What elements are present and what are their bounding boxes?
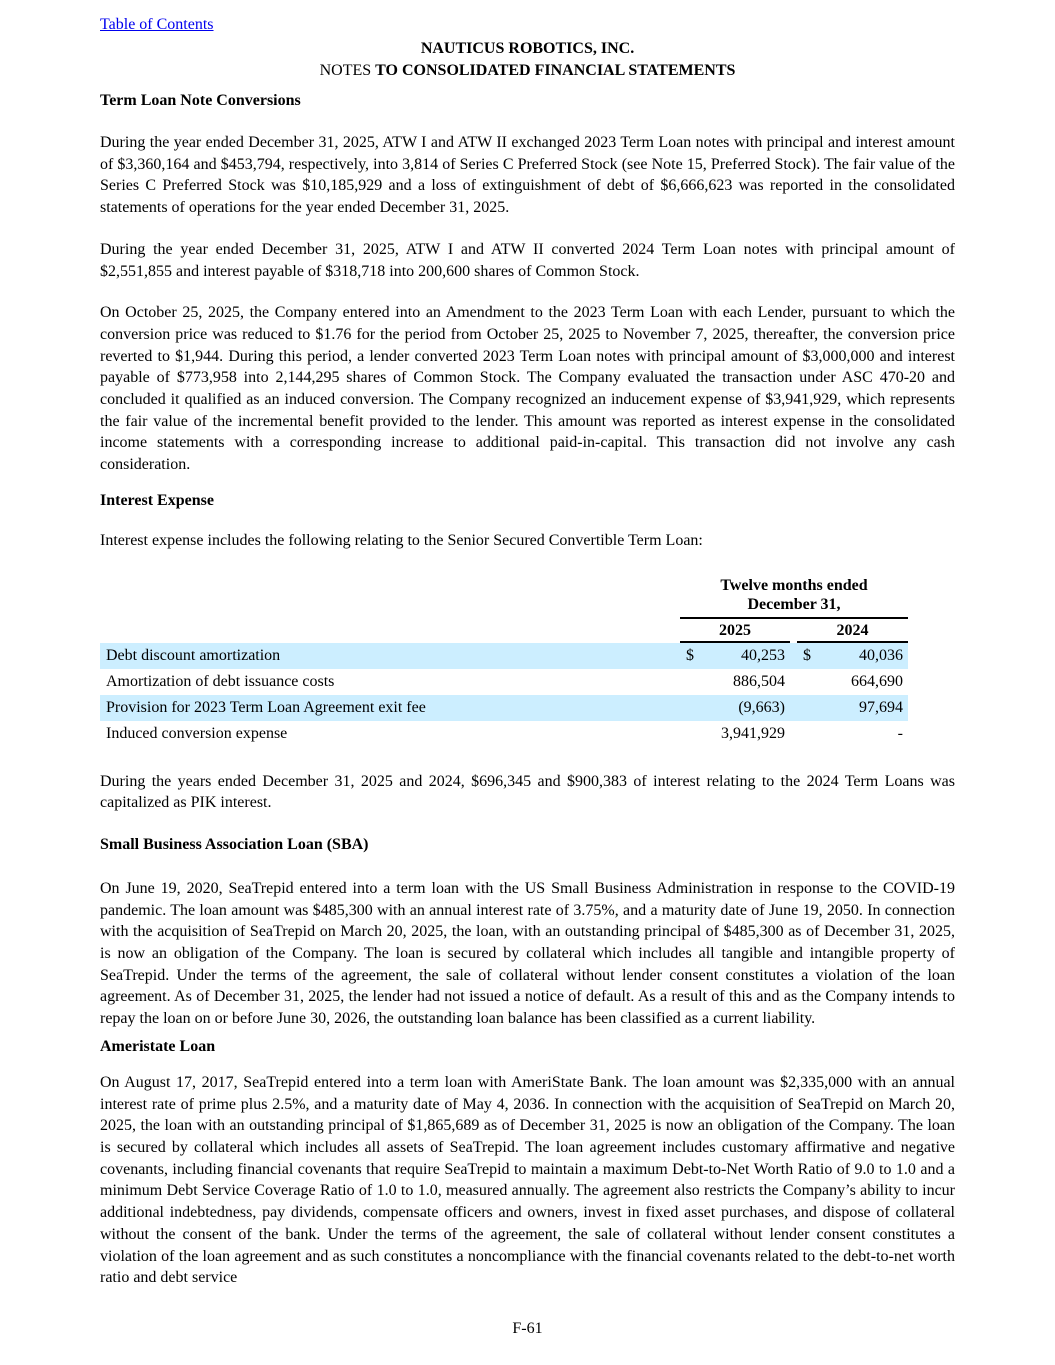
interest-expense-table: [100, 576, 908, 747]
amount-value: 97,694: [859, 698, 903, 716]
heading-ameristate-loan: Ameristate Loan: [100, 1037, 216, 1055]
document-title: [100, 60, 955, 82]
amount-2024-cell: [797, 669, 908, 695]
amount-value: 40,253: [741, 646, 785, 664]
column-gap: [790, 695, 797, 721]
amount-2025-cell: [680, 669, 790, 695]
period-header-line2: December 31,: [747, 596, 841, 614]
column-header-2025: 2025: [680, 620, 790, 643]
paragraph-ameristate-loan: On August 17, 2017, SeaTrepid entered into a term loan with AmeriState Bank. The loan amount was $2,335,000 with an annual interest rate of prime plus 2.5%, and a maturity date of May 4, 2036. In connection with the acquisition of SeaTrepid on March 20, 2025, the loan with an outstanding principal of $1,865,689 as of December 31, 2025 is now an obligation of the Company. The loan is secured by collateral which includes all assets of SeaTrepid. The loan agreement includes customary affirmative and negative covenants, including financial covenants that require SeaTrepid to maintain a maximum Debt-to-Net Worth Ratio of 9.0 to 1.0 and a minimum Debt Service Coverage Ratio of 1.0 to 1.0, measured annually. The agreement also restricts the Company’s ability to incur additional indebtedness, pay dividends, compensate officers and owners, invest in fixed asset purchases, and dispose of collateral without the consent of the bank. Under the terms of the agreement, the sale of collateral without lender consent constitutes a violation of the loan agreement and as such constitutes a noncompliance with the financial covenants related to the debt-to-net worth ratio and debt service: [100, 1073, 955, 1287]
amount-2025-cell: [680, 695, 790, 721]
table-row: [100, 721, 908, 747]
amount-value: 40,036: [859, 646, 903, 664]
table-row: [100, 643, 908, 669]
amount-value: 664,690: [851, 672, 903, 690]
table-period-header: [680, 576, 908, 619]
heading-sba-loan: Small Business Association Loan (SBA): [100, 835, 369, 853]
row-label: Provision for 2023 Term Loan Agreement exit fee: [106, 698, 426, 716]
amount-2025-cell: [680, 643, 790, 669]
heading-term-loan-note-conversions: Term Loan Note Conversions: [100, 92, 301, 109]
heading-interest-expense: Interest Expense: [100, 491, 214, 509]
table-year-header-row: [680, 620, 908, 643]
table-row: [100, 695, 908, 721]
amount-value: 886,504: [733, 672, 785, 690]
column-gap: [790, 721, 797, 747]
amount-2024-cell: [797, 721, 908, 747]
dollar-sign: $: [803, 646, 811, 664]
amount-2024-cell: [797, 695, 908, 721]
paragraph-term-loan-1: During the year ended December 31, 2025, ATW I and ATW II exchanged 2023 Term Loan notes with principal and interest amount of $3,360,164 and $453,794, respectively, into 3,814 of Series C Preferred Stock (see Note 15, Preferred Stock). The fair value of the Series C Preferred Stock was $10,185,929 and a loss of extinguishment of debt of $6,666,623 was reported in the consolidated statements of operations for the year ended December 31, 2025.: [100, 134, 955, 217]
document-title-prefix: NOTES: [319, 62, 376, 79]
column-gap: [790, 669, 797, 695]
paragraph-term-loan-2: During the year ended December 31, 2025, ATW I and ATW II converted 2024 Term Loan notes with principal amount of $2,551,855 and interest payable of $318,718 into 200,600 shares of Common Stock.: [100, 240, 955, 280]
dollar-sign: $: [686, 646, 694, 664]
table-of-contents-link[interactable]: Table of Contents: [100, 16, 214, 33]
row-label: Induced conversion expense: [106, 724, 288, 742]
row-label: Debt discount amortization: [106, 646, 281, 664]
period-header-line1: Twelve months ended: [720, 576, 868, 594]
column-gap: [790, 620, 797, 643]
table-row: [100, 669, 908, 695]
page-number: F-61: [512, 1320, 543, 1337]
amount-value: 3,941,929: [721, 724, 785, 742]
column-gap: [790, 643, 797, 669]
column-header-2024: 2024: [797, 620, 908, 643]
amount-value: -: [897, 724, 903, 742]
document-title-bold: TO CONSOLIDATED FINANCIAL STATEMENTS: [375, 62, 736, 79]
amount-2025-cell: [680, 721, 790, 747]
company-title: NAUTICUS ROBOTICS, INC.: [420, 40, 635, 57]
amount-value: (9,663): [738, 698, 785, 716]
row-label: Amortization of debt issuance costs: [106, 672, 335, 690]
amount-2024-cell: [797, 643, 908, 669]
paragraph-term-loan-3: On October 25, 2025, the Company entered into an Amendment to the 2023 Term Loan with each Lender, pursuant to which the conversion price was reduced to $1.76 for the period from October 25, 2025 to November 7, 2025, thereafter, the conversion price reverted to $1,944. During this period, a lender converted 2023 Term Loan notes with principal amount of $3,000,000 and interest payable of $773,958 into 2,144,295 shares of Common Stock. The Company evaluated the transaction under ASC 470-20 and concluded it qualified as an induced conversion. The Company recognized an inducement expense of $3,941,929, which represents the fair value of the incremental benefit provided to the lender. This amount was reported as interest expense in the consolidated income statements with a corresponding increase to additional paid-in-capital. This transaction did not involve any cash consideration.: [100, 304, 955, 474]
paragraph-pik-interest: During the years ended December 31, 2025 and 2024, $696,345 and $900,383 of interest relating to the 2024 Term Loans was capitalized as PIK interest.: [100, 772, 955, 812]
paragraph-interest-intro: Interest expense includes the following relating to the Senior Secured Convertible Term Loan:: [100, 531, 703, 549]
paragraph-sba-loan: On June 19, 2020, SeaTrepid entered into a term loan with the US Small Business Administration in response to the COVID-19 pandemic. The loan amount was $485,300 with an annual interest rate of 3.75%, and a maturity date of June 19, 2050. In connection with the acquisition of SeaTrepid on March 20, 2025, the loan, with an outstanding principal of $485,300 as of December 31, 2025, is now an obligation of the Company. The loan is secured by collateral which includes all tangible and intangible property of SeaTrepid. Under the terms of the agreement, the sale of collateral without lender consent constitutes a violation of the loan agreement. As of December 31, 2025, the lender had not issued a notice of default. As a result of this and as the Company intends to repay the loan on or before June 30, 2026, the outstanding loan balance has been classified as a current liability.: [100, 879, 955, 1028]
